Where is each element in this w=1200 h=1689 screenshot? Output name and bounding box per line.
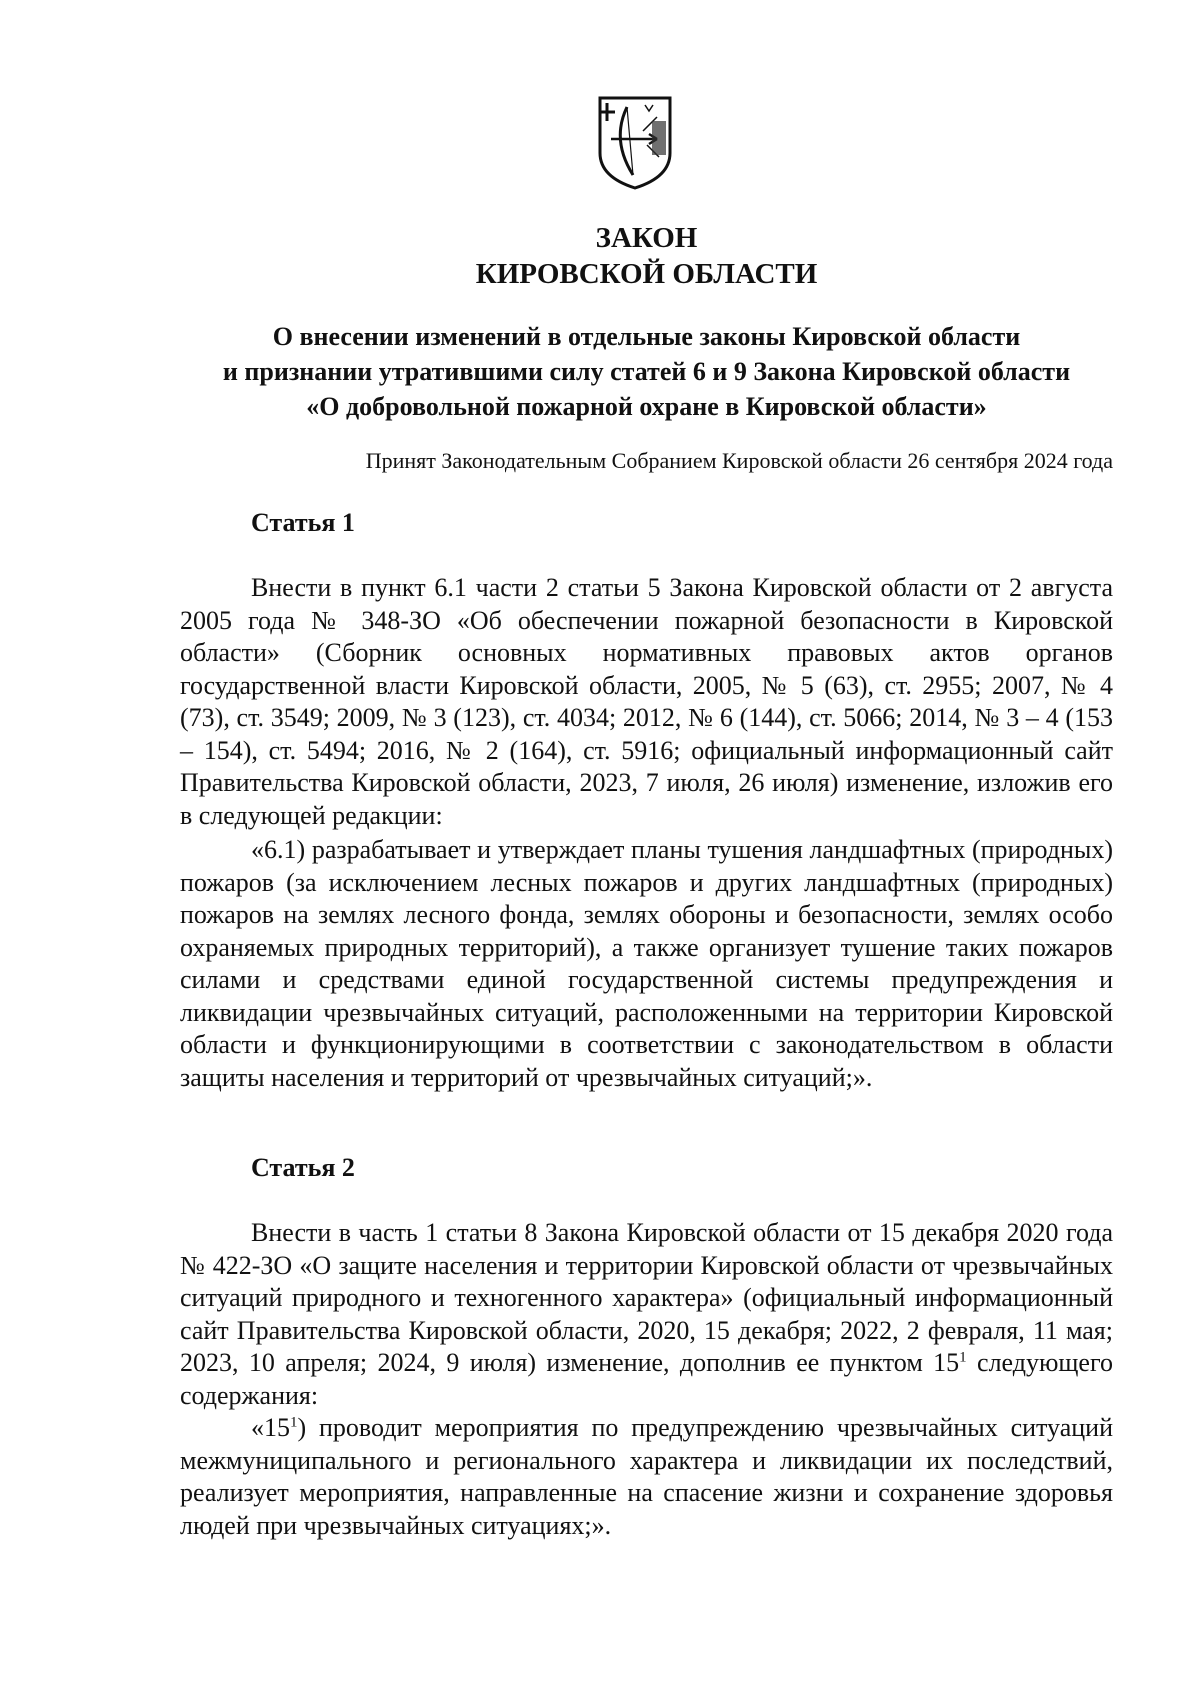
coat-of-arms-emblem-icon	[597, 95, 673, 191]
article-2-paragraph-2-lead: «15	[251, 1413, 290, 1442]
law-subtitle-line1: О внесении изменений в отдельные законы Кировской области	[272, 322, 1021, 351]
law-title	[180, 220, 1113, 292]
adoption-note: Принят Законодательным Собранием Кировской области 26 сентября 2024 года	[365, 448, 1113, 473]
article-1-paragraph-1: Внести в пункт 6.1 части 2 статьи 5 Закона Кировской области от 2 августа 2005 года № 348-ЗО «Об обеспечении пожарной безопасности в Кировской области» (Сборник основных нормативных правовых актов органов государственной власти Кировской области, 2005, № 5 (63), ст. 2955; 2007, № 4 (73), ст. 3549; 2009, № 3 (123), ст. 4034; 2012, № 6 (144), ст. 5066; 2014, № 3 – 4 (153 – 154), ст. 5494; 2016, № 2 (164), ст. 5916; официальный информационный сайт Правительства Кировской области, 2023, 7 июля, 26 июля) изменение, изложив его в следующей редакции:	[180, 573, 1113, 830]
law-subtitle	[180, 319, 1113, 424]
article-1-heading: Статья 1	[251, 508, 355, 537]
law-subtitle-line3: «О добровольной пожарной охране в Кировской области»	[306, 392, 987, 421]
article-2-paragraph-1-text: Внести в часть 1 статьи 8 Закона Кировской области от 15 декабря 2020 года № 422-ЗО «О защите населения и территории Кировской области от чрезвычайных ситуаций природного и техногенного характера» (официальный информационный сайт Правительства Кировской области, 2020, 15 декабря; 2022, 2 февраля, 11 мая; 2023, 10 апреля; 2024, 9 июля) изменение, дополнив ее пунктом 15	[180, 1218, 1113, 1377]
article-2-heading: Статья 2	[251, 1153, 355, 1182]
article-2-paragraph-1-superscript: 1	[959, 1349, 967, 1366]
article-1-paragraph-2: «6.1) разрабатывает и утверждает планы тушения ландшафтных (природных) пожаров (за исключением лесных пожаров и других ландшафтных (природных) пожаров на землях лесного фонда, землях обороны и безопасности, землях особо охраняемых природных территорий), а также организует тушение таких пожаров силами и средствами единой государственной системы предупреждения и ликвидации чрезвычайных ситуаций, расположенными на территории Кировской области и функционирующими в соответствии с законодательством в области защиты населения и территорий от чрезвычайных ситуаций;».	[180, 835, 1113, 1092]
article-2-paragraph-2-superscript: 1	[290, 1414, 298, 1431]
article-2-paragraph-1-tail: следующего содержания:	[180, 1348, 1113, 1410]
law-title-line1: ЗАКОН	[595, 222, 698, 254]
article-2-paragraph-2	[180, 1412, 1113, 1542]
article-2-paragraph-2-text: ) проводит мероприятия по предупреждению чрезвычайных ситуаций межмуниципального и регионального характера и ликвидации их последствий, реализует мероприятия, направленные на спасение жизни и сохранение здоровья людей при чрезвычайных ситуациях;».	[180, 1413, 1113, 1540]
law-subtitle-line2: и признании утратившими силу статей 6 и 9 Закона Кировской области	[222, 357, 1071, 386]
law-title-line2: КИРОВСКОЙ ОБЛАСТИ	[475, 258, 818, 290]
article-2-paragraph-1	[180, 1217, 1113, 1412]
